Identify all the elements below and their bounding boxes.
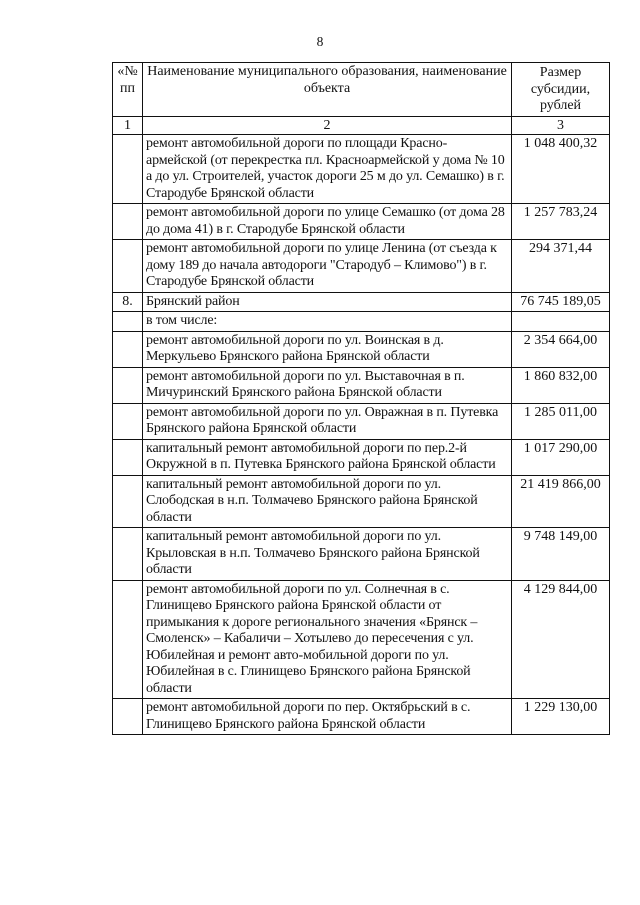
- table-row: [113, 331, 610, 367]
- table-row: [113, 528, 610, 581]
- row-amount: 1 017 290,00: [512, 439, 610, 475]
- row-name: ремонт автомобильной дороги по улице Семашко (от дома 28 до дома 41) в г. Стародубе Брянской области: [143, 204, 512, 240]
- row-name: Брянский район: [143, 292, 512, 312]
- row-amount: 294 371,44: [512, 240, 610, 293]
- table-row: [113, 292, 610, 312]
- row-name: ремонт автомобильной дороги по ул. Воинская в д. Меркульево Брянского района Брянской области: [143, 331, 512, 367]
- column-index-row: [113, 116, 610, 135]
- column-index: 3: [512, 116, 610, 135]
- row-amount: 21 419 866,00: [512, 475, 610, 528]
- row-amount: 4 129 844,00: [512, 580, 610, 699]
- row-name: ремонт автомобильной дороги по ул. Солнечная в с. Глинищево Брянского района Брянской области от примыкания к дороге регионального значения «Брянск – Смоленск» – Кабаличи – Хотылево до пересечения с ул. Юбилейная и ремонт авто-мобильной дороги по ул. Юбилейная в с. Глинищево Брянского района Брянской области: [143, 580, 512, 699]
- row-name: в том числе:: [143, 312, 512, 332]
- row-number: [113, 367, 143, 403]
- row-amount: 9 748 149,00: [512, 528, 610, 581]
- table-row: [113, 439, 610, 475]
- header-amount: Размер субсидии, рублей: [512, 63, 610, 117]
- column-index: 2: [143, 116, 512, 135]
- row-number: [113, 439, 143, 475]
- row-name: ремонт автомобильной дороги по улице Ленина (от съезда к дому 189 до начала автодороги "Стародуб – Климово") в г. Стародубе Брянской области: [143, 240, 512, 293]
- row-name: ремонт автомобильной дороги по ул. Овражная в п. Путевка Брянского района Брянской области: [143, 403, 512, 439]
- row-name: капитальный ремонт автомобильной дороги по ул. Слободская в н.п. Толмачево Брянского района Брянской области: [143, 475, 512, 528]
- table-row: [113, 312, 610, 332]
- row-number: [113, 699, 143, 735]
- table-row: [113, 475, 610, 528]
- row-number: [113, 240, 143, 293]
- page-number: 8: [316, 34, 324, 49]
- table-row: [113, 403, 610, 439]
- header-number: «№ пп: [113, 63, 143, 117]
- subsidy-table: [112, 62, 610, 735]
- row-name: ремонт автомобильной дороги по пер. Октябрьский в с. Глинищево Брянского района Брянской области: [143, 699, 512, 735]
- row-number: [113, 580, 143, 699]
- row-name: ремонт автомобильной дороги по ул. Выставочная в п. Мичуринский Брянского района Брянской области: [143, 367, 512, 403]
- row-name: капитальный ремонт автомобильной дороги по ул. Крыловская в н.п. Толмачево Брянского района Брянской области: [143, 528, 512, 581]
- row-name: ремонт автомобильной дороги по площади Красно-армейской (от перекрестка пл. Красноармейской у дома № 10 а до ул. Строителей, участок дороги 25 м до ул. Семашко) в г. Стародубе Брянской области: [143, 135, 512, 204]
- table-row: [113, 580, 610, 699]
- table-header-row: [113, 63, 610, 117]
- column-index: 1: [113, 116, 143, 135]
- row-number: [113, 204, 143, 240]
- table-row: [113, 204, 610, 240]
- row-amount: 1 229 130,00: [512, 699, 610, 735]
- row-number: 8.: [113, 292, 143, 312]
- row-amount: 1 285 011,00: [512, 403, 610, 439]
- row-amount: 2 354 664,00: [512, 331, 610, 367]
- table-row: [113, 367, 610, 403]
- header-name: Наименование муниципального образования, наименование объекта: [143, 63, 512, 117]
- table-body: [113, 135, 610, 735]
- row-number: [113, 403, 143, 439]
- table-row: [113, 240, 610, 293]
- row-number: [113, 135, 143, 204]
- table-row: [113, 699, 610, 735]
- row-number: [113, 312, 143, 332]
- table-row: [113, 135, 610, 204]
- row-name: капитальный ремонт автомобильной дороги по пер.2-й Окружной в п. Путевка Брянского района Брянской области: [143, 439, 512, 475]
- row-number: [113, 331, 143, 367]
- row-amount: 1 860 832,00: [512, 367, 610, 403]
- row-amount: 76 745 189,05: [512, 292, 610, 312]
- row-amount: [512, 312, 610, 332]
- row-number: [113, 528, 143, 581]
- row-number: [113, 475, 143, 528]
- row-amount: 1 048 400,32: [512, 135, 610, 204]
- row-amount: 1 257 783,24: [512, 204, 610, 240]
